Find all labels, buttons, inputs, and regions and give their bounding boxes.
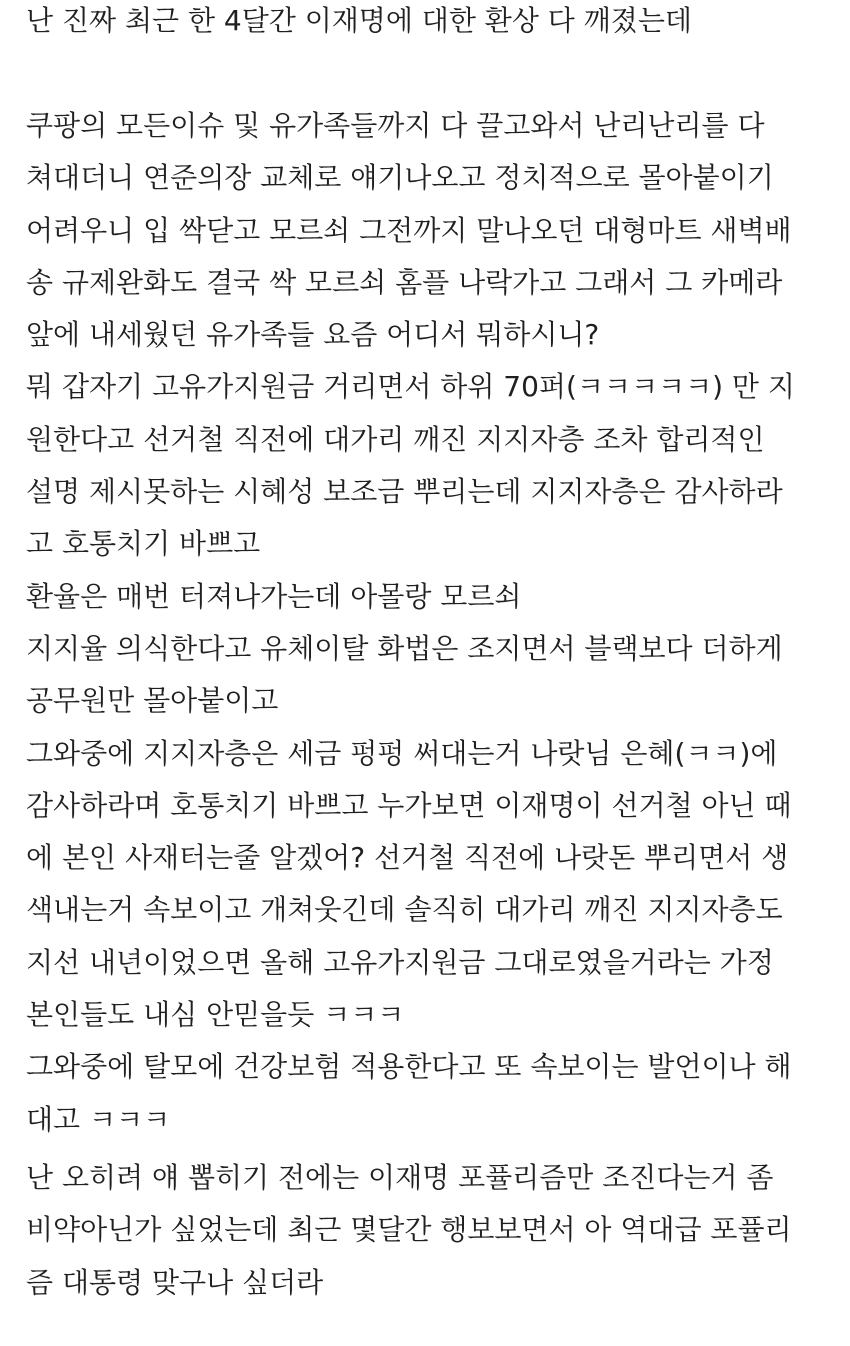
text-line: 공무원만 몰아붙이고 [26,684,279,718]
text-line: 뭐 갑자기 고유가지원금 거리면서 하위 70퍼(ㅋㅋㅋㅋㅋ) 만 지 [26,370,795,404]
text-line: 지선 내년이었으면 올해 고유가지원금 그대로였을거라는 가정 [26,945,774,979]
text-line: 난 오히려 얘 뽑히기 전에는 이재명 포퓰리즘만 조진다는거 좀 [26,1161,774,1194]
text-line: 색내는거 속보이고 개쳐웃긴데 솔직히 대가리 깨진 지지자층도 [26,893,783,927]
text-line: 난 진짜 최근 한 4달간 이재명에 대한 환상 다 깨졌는데 [26,4,692,37]
text-line: 즘 대통령 맞구나 싶더라 [26,1265,324,1299]
text-line: 본인들도 내심 안믿을듯 ㅋㅋㅋ [26,998,405,1032]
text-line: 대고 ㅋㅋㅋ [26,1102,171,1136]
text-line: 쳐대더니 연준의장 교체로 얘기나오고 정치적으로 몰아붙이기 [26,161,774,195]
text-line: 에 본인 사재터는줄 알겠어? 선거철 직전에 나랏돈 뿌리면서 생 [26,841,789,875]
text-line: 그와중에 지지자층은 세금 펑펑 써대는거 나랏님 은혜(ㅋㅋ)에 [26,736,778,770]
text-line: 송 규제완화도 결국 싹 모르쇠 홈플 나락가고 그래서 그 카메라 [26,265,783,299]
text-line: 감사하라며 호통치기 바쁘고 누가보면 이재명이 선거철 아닌 때 [26,788,792,822]
text-line: 지지율 의식한다고 유체이탈 화법은 조지면서 블랙보다 더하게 [26,631,783,665]
paragraph-main [26,100,795,1146]
text-line: 그와중에 탈모에 건강보험 적용한다고 또 속보이는 발언이나 해 [26,1050,792,1084]
paragraph-conclusion [26,1152,792,1309]
text-line: 고 호통치기 바쁘고 [26,527,261,561]
text-line: 쿠팡의 모든이슈 및 유가족들까지 다 끌고와서 난리난리를 다 [26,109,765,142]
text-line: 환율은 매번 터져나가는데 아몰랑 모르쇠 [26,579,522,613]
text-line: 앞에 내세웠던 유가족들 요즘 어디서 뭐하시니? [26,318,600,352]
text-line: 원한다고 선거철 직전에 대가리 깨진 지지자층 조차 합리적인 [26,422,765,456]
paragraph-intro [26,0,692,47]
text-line: 설명 제시못하는 시혜성 보조금 뿌리는데 지지자층은 감사하라 [26,475,783,509]
text-line: 어려우니 입 싹닫고 모르쇠 그전까지 말나오던 대형마트 새벽배 [26,213,792,247]
text-line: 비약아닌가 싶었는데 최근 몇달간 행보보면서 아 역대급 포퓰리 [26,1213,792,1247]
